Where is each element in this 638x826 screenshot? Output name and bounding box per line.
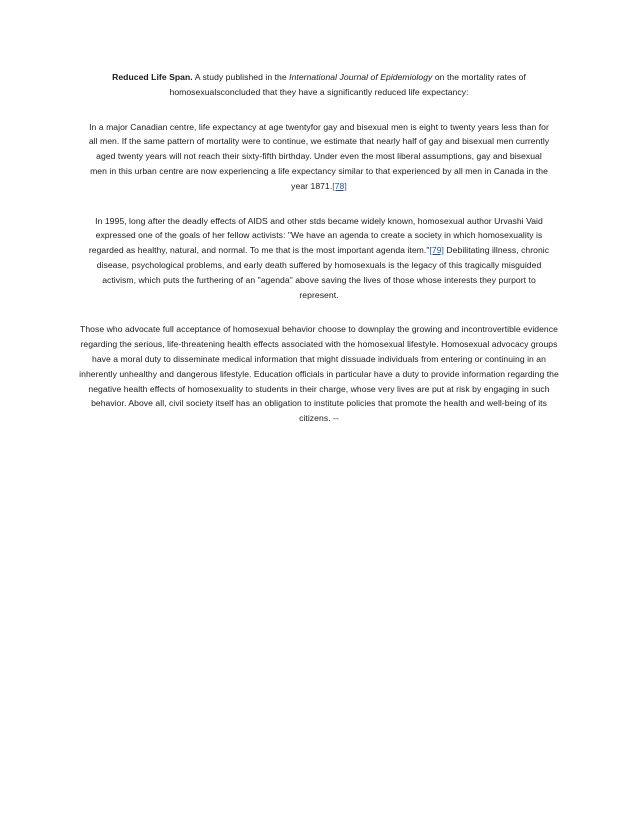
paragraph-agenda <box>88 214 550 303</box>
paragraph-lead-heading: Reduced Life Span. <box>112 72 193 82</box>
paragraph-text: Debilitating illness, chronic disease, psychological problems, and early death suffered by homosexuals is the legacy of this tragically misguided activism, which puts the furthering of an "agenda" above saving the lives of those whose interests they purport to represent. <box>96 245 550 300</box>
footnote-link-79[interactable]: [79] <box>429 245 444 256</box>
paragraph-text: Those who advocate full acceptance of homosexual behavior choose to downplay the growing and incontrovertible evidence regarding the serious, life-threatening health effects associated with the homosexual lifestyle. Homosexual advocacy groups have a moral duty to disseminate medical information that might dissuade individuals from entering or continuing in an inherently unhealthy and dangerous lifestyle. Education officials in particular have a duty to provide information regarding the negative health effects of homosexuality to students in their charge, whose very lives are put at risk by engaging in such behavior. Above all, civil society itself has an obligation to institute policies that promote the health and well-being of its citizens. -- <box>79 324 559 424</box>
journal-title: International Journal of Epidemiology <box>289 72 433 82</box>
paragraph-text: on the mortality rates of homosexualsconcluded that they have a significantly reduced life expectancy: <box>169 72 526 97</box>
paragraph-conclusion <box>78 322 560 426</box>
footnote-link-78[interactable]: [78] <box>332 180 347 191</box>
paragraph-text: In a major Canadian centre, life expectancy at age twentyfor gay and bisexual men is eight to twenty years less than for all men. If the same pattern of mortality were to continue, we estimate that nearly half of gay and bisexual men currently aged twenty years will not reach their sixty-fifth birthday. Under even the most liberal assumptions, gay and bisexual men in this urban centre are now experiencing a life expectancy similar to that experienced by all men in Canada in the year 1871. <box>88 121 550 191</box>
paragraph-reduced-life-span <box>88 70 550 100</box>
paragraph-quote-canadian-centre <box>88 120 550 194</box>
paragraph-text: In 1995, long after the deadly effects of AIDS and other stds became widely known, homosexual author Urvashi Vaid expressed one of the goals of her fellow activists: "We have an agenda to create a society in which homosexuality is regarded as healthy, natural, and normal. To me that is the most important agenda item." <box>88 215 543 256</box>
document-body <box>79 70 559 446</box>
paragraph-text: A study published in the <box>192 72 290 82</box>
